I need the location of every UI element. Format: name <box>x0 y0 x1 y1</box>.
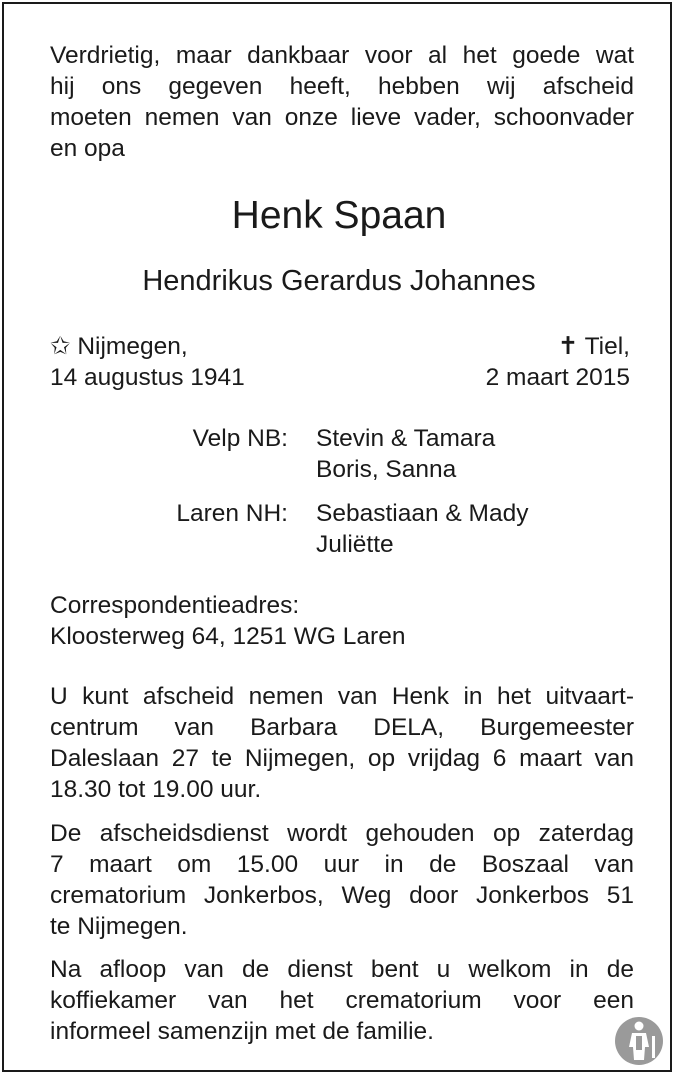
intro-paragraph <box>50 40 634 164</box>
reception-paragraph <box>50 954 634 1047</box>
reception-line: koffiekamer van het crematorium voor een <box>50 987 634 1014</box>
birth-block <box>50 331 245 393</box>
family-name-line: Boris, Sanna <box>316 456 457 483</box>
visitation-line: 18.30 tot 19.00 uur. <box>50 776 262 803</box>
service-line: crematorium Jonkerbos, Weg door Jonkerbos 51 <box>50 882 634 909</box>
visitation-paragraph <box>50 681 634 805</box>
birth-date: 14 augustus 1941 <box>50 364 245 391</box>
correspondence-block <box>50 590 634 652</box>
deceased-name: Henk Spaan <box>231 194 447 237</box>
cross-icon: ✝ <box>557 333 579 360</box>
service-paragraph <box>50 818 634 942</box>
deceased-full-name: Hendrikus Gerardus Johannes <box>142 265 536 297</box>
visitation-line: centrum van Barbara DELA, Burgemeester <box>50 714 634 741</box>
intro-line: hij ons gegeven heeft, hebben wij afscheid <box>50 73 634 100</box>
service-line: De afscheidsdienst wordt gehouden op zaterdag <box>50 820 634 847</box>
memorial-figure-icon <box>614 1016 664 1066</box>
intro-line: Verdrietig, maar dankbaar voor al het goede wat <box>50 42 634 69</box>
intro-line: en opa <box>50 135 125 162</box>
visitation-line: Daleslaan 27 te Nijmegen, op vrijdag 6 maart van <box>50 745 634 772</box>
obituary-card <box>2 2 672 1072</box>
death-block <box>486 331 630 393</box>
star-icon: ✩ <box>50 333 71 360</box>
visitation-line: U kunt afscheid nemen van Henk in het uitvaart- <box>50 683 634 710</box>
family-name-line: Juliëtte <box>316 531 394 558</box>
reception-line: Na afloop van de dienst bent u welkom in de <box>50 956 634 983</box>
birth-place: Nijmegen, <box>77 333 188 360</box>
family-names <box>316 423 495 485</box>
family-place: Laren NH: <box>176 500 288 527</box>
correspondence-address: Kloosterweg 64, 1251 WG Laren <box>50 623 406 650</box>
reception-line: informeel samenzijn met de familie. <box>50 1018 434 1045</box>
service-line: te Nijmegen. <box>50 913 188 940</box>
family-name-line: Sebastiaan & Mady <box>316 500 529 527</box>
family-name-line: Stevin & Tamara <box>316 425 496 452</box>
death-place: Tiel, <box>584 333 630 360</box>
family-place: Velp NB: <box>192 425 288 452</box>
correspondence-label: Correspondentieadres: <box>50 592 300 619</box>
intro-line: moeten nemen van onze lieve vader, schoonvader <box>50 104 634 131</box>
family-names <box>316 498 528 560</box>
service-line: 7 maart om 15.00 uur in de Boszaal van <box>50 851 634 878</box>
death-date: 2 maart 2015 <box>485 364 630 391</box>
